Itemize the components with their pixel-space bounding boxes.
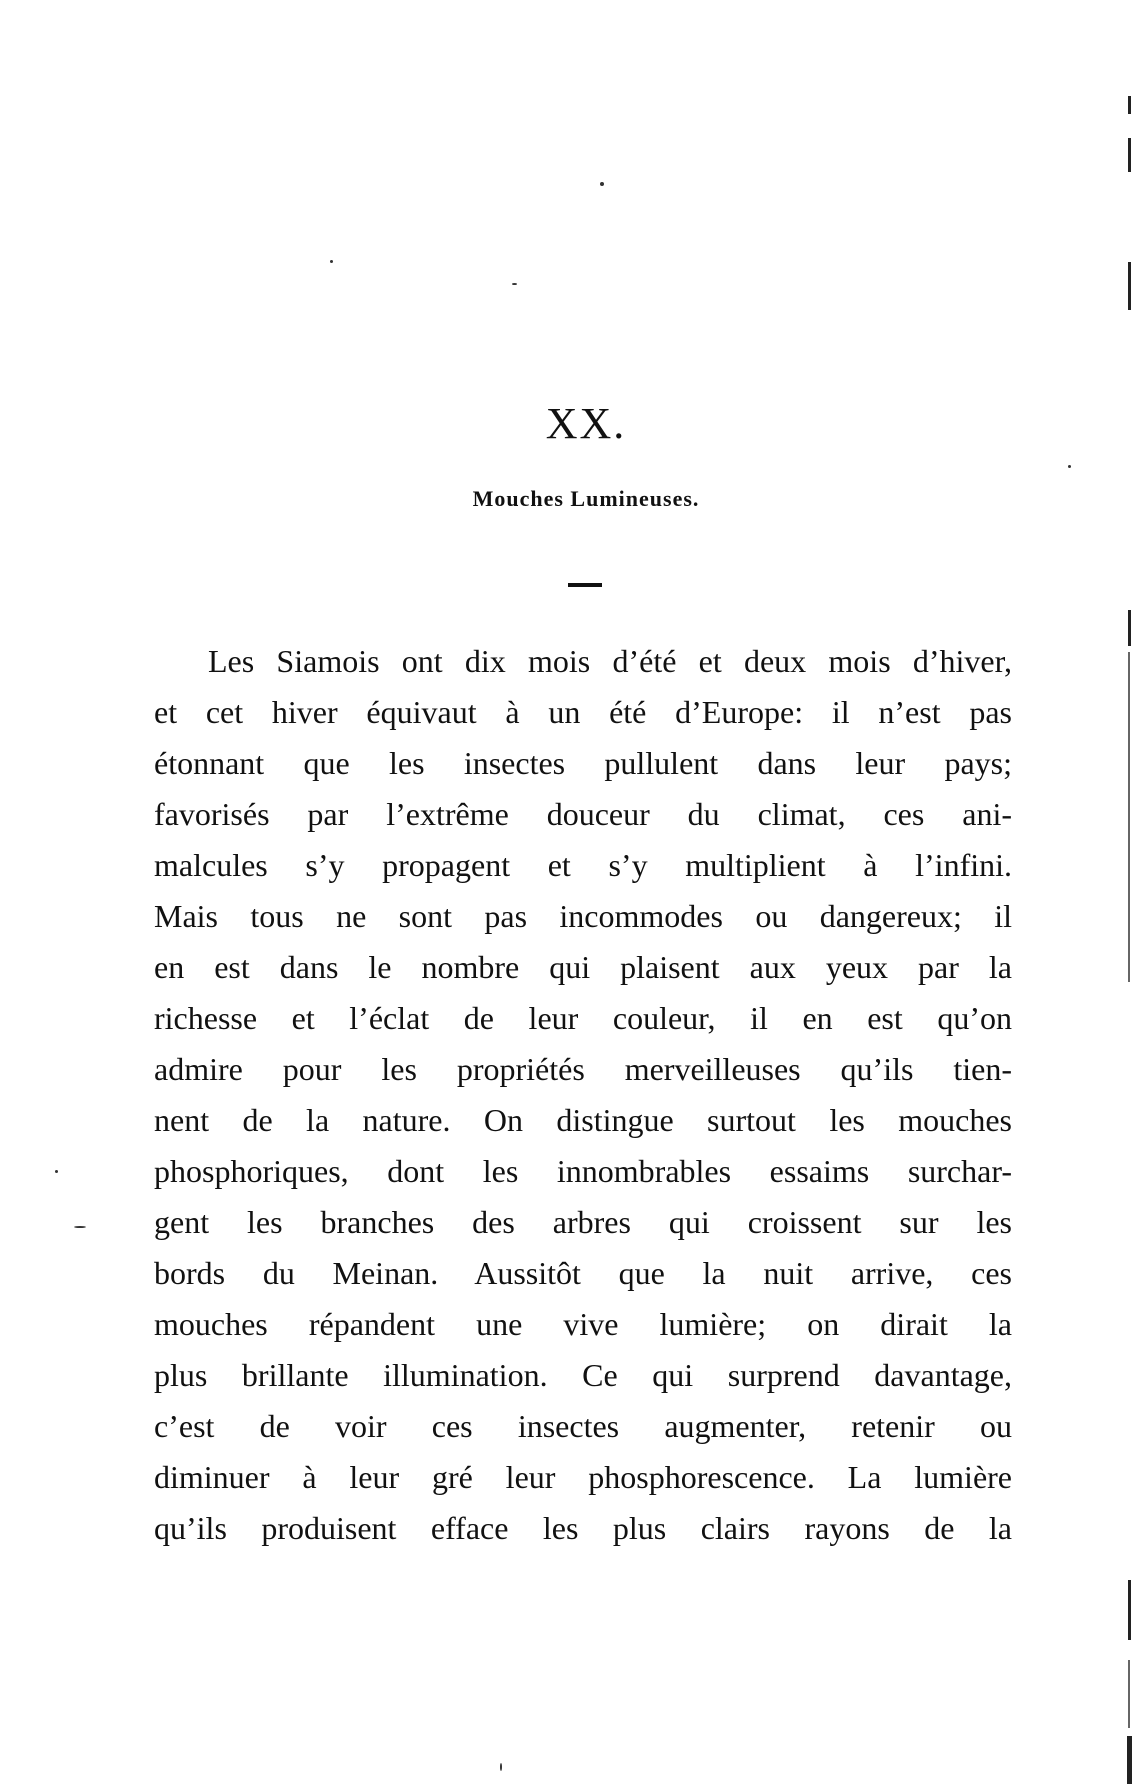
text-line: Mais tous ne sont pas incommodes ou dangereux; il [154,898,1012,934]
text-line: plus brillante illumination. Ce qui surprend davantage, [154,1357,1012,1393]
text-line: en est dans le nombre qui plaisent aux yeux par la [154,949,1012,985]
edge-mark [1127,1736,1132,1784]
edge-mark [1128,1580,1131,1640]
text-line: admire pour les propriétés merveilleuses qu’ils tien- [154,1051,1012,1087]
scan-speck [1068,465,1071,468]
text-line: et cet hiver équivaut à un été d’Europe: il n’est pas [154,694,1012,730]
text-line: mouches répandent une vive lumière; on dirait la [154,1306,1012,1342]
text-line: diminuer à leur gré leur phosphorescence. La lumière [154,1459,1012,1495]
body-paragraph [154,636,1012,1554]
chapter-number: XX. [545,399,627,448]
text-line: gent les branches des arbres qui croissent sur les [154,1204,1012,1240]
edge-mark [1128,610,1131,646]
text-line: favorisés par l’extrême douceur du climat, ces ani- [154,796,1012,832]
scan-speck [330,260,333,263]
text-line: qu’ils produisent efface les plus clairs rayons de la [154,1510,1012,1546]
text-line: étonnant que les insectes pullulent dans leur pays; [154,745,1012,781]
edge-mark [1128,652,1130,982]
edge-mark [1128,262,1131,310]
edge-mark [1128,1660,1130,1728]
text-line: c’est de voir ces insectes augmenter, retenir ou [154,1408,1012,1444]
text-line: phosphoriques, dont les innombrables essaims surchar- [154,1153,1012,1189]
edge-mark [1128,96,1131,114]
scan-speck [74,1226,86,1228]
chapter-title: Mouches Lumineuses. [472,486,700,511]
scan-speck [600,182,604,186]
edge-mark [1128,138,1131,172]
text-line: Les Siamois ont dix mois d’été et deux mois d’hiver, [208,643,1012,679]
text-line: nent de la nature. On distingue surtout les mouches [154,1102,1012,1138]
scan-speck [512,283,517,285]
scan-speck [500,1763,502,1771]
text-line: bords du Meinan. Aussitôt que la nuit arrive, ces [154,1255,1012,1291]
text-line: malcules s’y propagent et s’y multiplient à l’infini. [154,847,1012,883]
scan-speck [55,1170,58,1173]
text-line: richesse et l’éclat de leur couleur, il en est qu’on [154,1000,1012,1036]
chapter-separator [568,583,602,587]
